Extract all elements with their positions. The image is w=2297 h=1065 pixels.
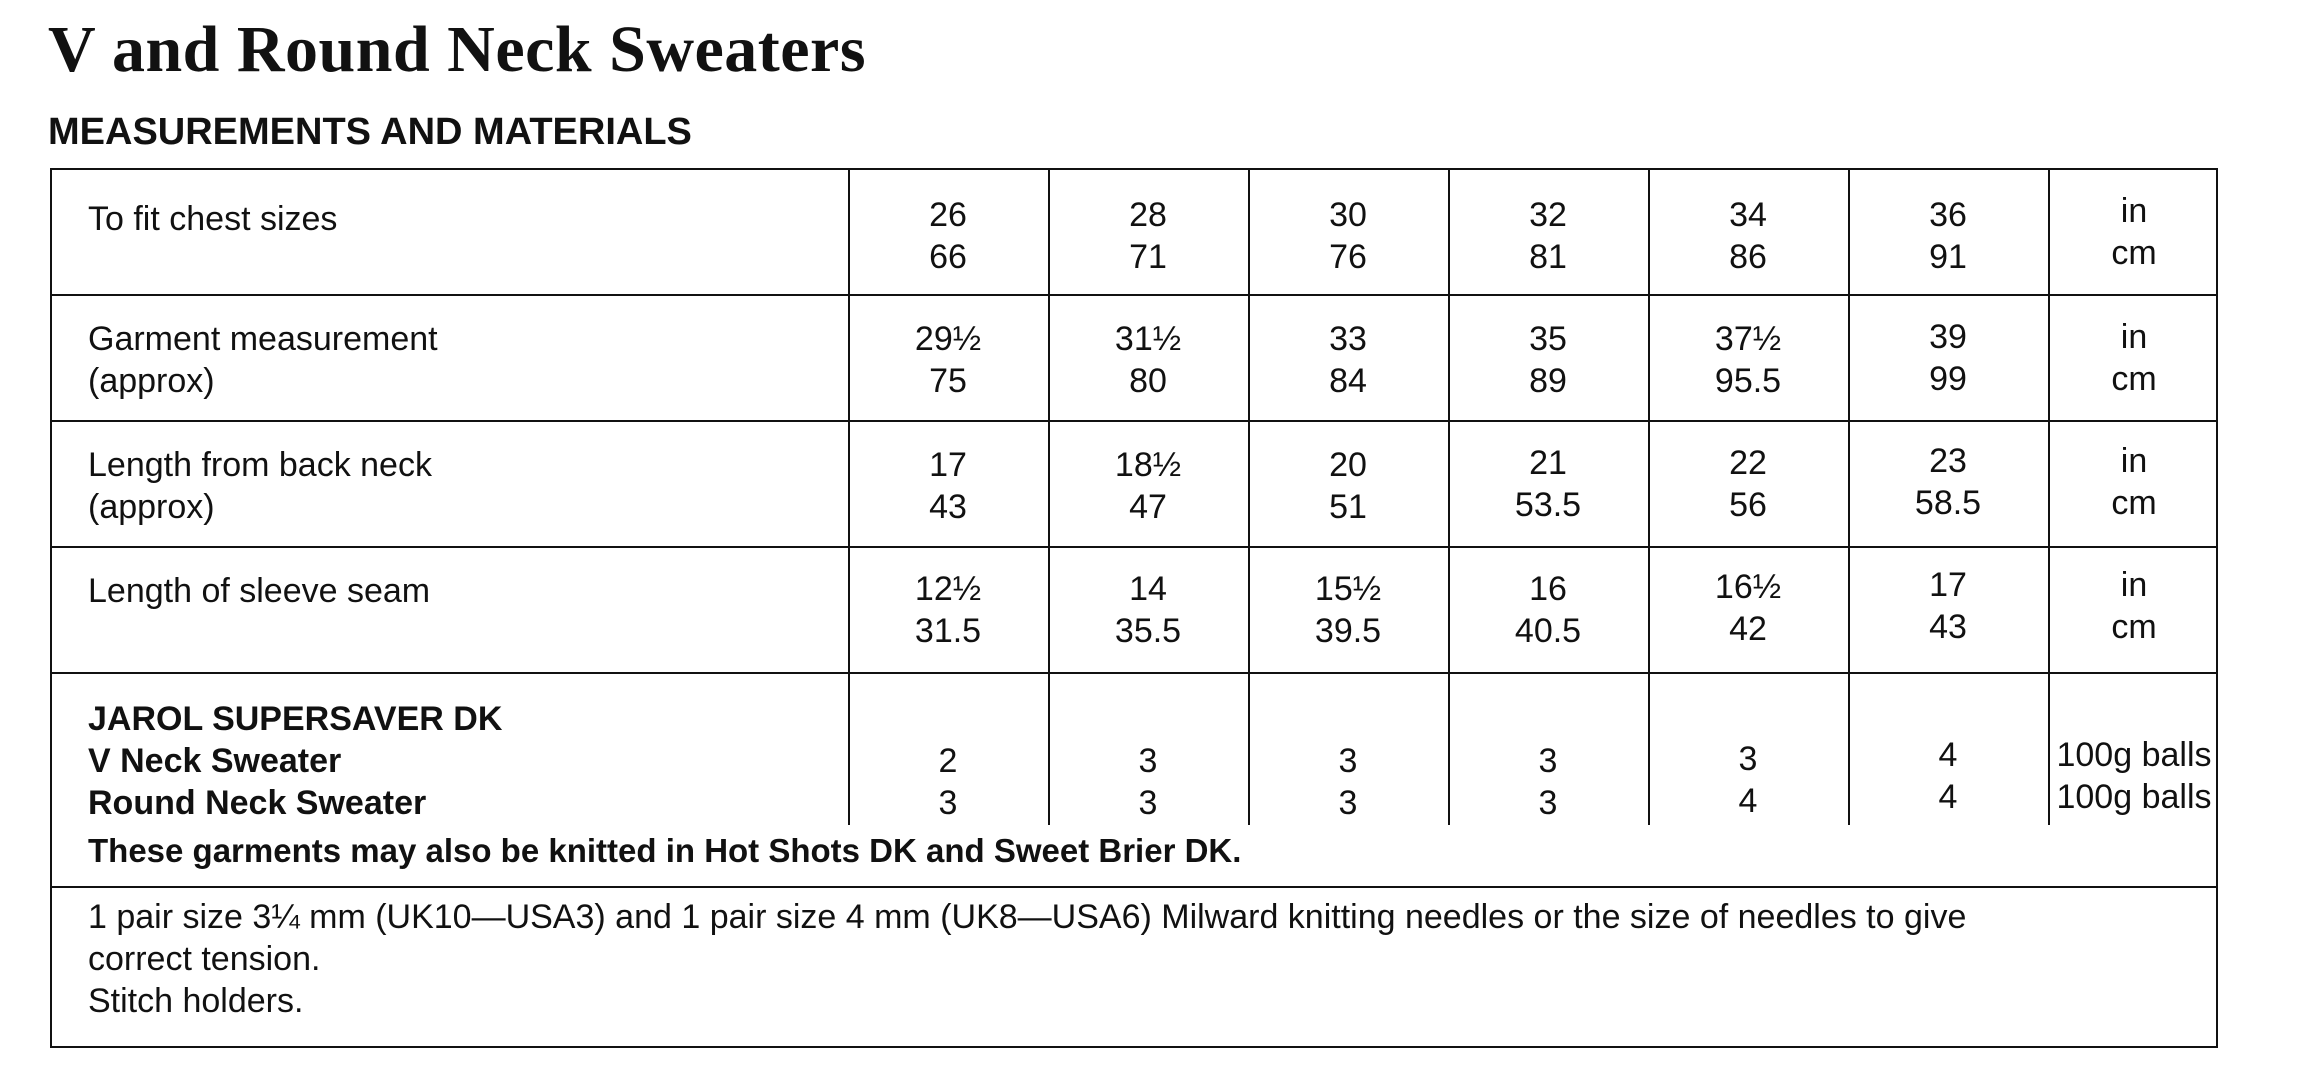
materials-line: correct tension. [88, 940, 321, 978]
table-cell: 31½ 80 [1114, 320, 1182, 400]
table-cell: 32 81 [1529, 196, 1567, 276]
row-divider [52, 420, 2216, 422]
label-line: Garment measurement [88, 320, 438, 358]
label-line: (approx) [88, 362, 215, 400]
page-title: V and Round Neck Sweaters [48, 13, 867, 86]
table-cell: 17 43 [1929, 566, 1967, 646]
v-neck-label: V Neck Sweater [88, 742, 342, 780]
label-line: Length of sleeve seam [88, 572, 431, 610]
materials-line: 1 pair size 3¼ mm (UK10—USA3) and 1 pair size 4 mm (UK8—USA6) Milward knitting needles or the size of needles to give [88, 898, 1967, 936]
table-cell: 3 4 [1738, 740, 1758, 820]
label-line: (approx) [88, 488, 215, 526]
unit-cell: in cm [2111, 442, 2157, 522]
table-cell: 18½ 47 [1114, 446, 1182, 526]
table-cell: 35 89 [1529, 320, 1567, 400]
row-divider [52, 672, 2216, 674]
yarn-note: These garments may also be knitted in Hot Shots DK and Sweet Brier DK. [88, 832, 1242, 869]
table-cell: 30 76 [1329, 196, 1367, 276]
table-cell: 37½ 95.5 [1714, 320, 1782, 400]
row-divider [52, 886, 2216, 888]
row-label-sleeve [88, 570, 430, 612]
table-cell: 26 66 [929, 196, 967, 276]
unit-cell: 100g balls 100g balls [2056, 736, 2212, 816]
table-cell: 21 53.5 [1514, 444, 1582, 524]
row-label-chest [88, 198, 337, 240]
yarn-label [88, 698, 502, 824]
table-cell: 39 99 [1929, 318, 1967, 398]
table-cell: 15½ 39.5 [1314, 570, 1382, 650]
table-cell: 23 58.5 [1914, 442, 1982, 522]
row-divider [52, 294, 2216, 296]
materials-line: Stitch holders. [88, 982, 304, 1020]
row-divider [52, 546, 2216, 548]
round-neck-label: Round Neck Sweater [88, 784, 427, 822]
table-cell: 3 3 [1338, 742, 1358, 822]
table-cell: 14 35.5 [1114, 570, 1182, 650]
unit-cell: in cm [2111, 318, 2157, 398]
table-cell: 28 71 [1129, 196, 1167, 276]
table-cell: 34 86 [1729, 196, 1767, 276]
materials-text [88, 896, 2178, 1022]
measurements-table [50, 168, 2218, 1048]
table-cell: 4 4 [1938, 736, 1958, 816]
table-cell: 3 3 [1138, 742, 1158, 822]
label-line: Length from back neck [88, 446, 432, 484]
table-cell: 33 84 [1329, 320, 1367, 400]
table-cell: 20 51 [1329, 446, 1367, 526]
table-cell: 17 43 [929, 446, 967, 526]
table-cell: 16 40.5 [1514, 570, 1582, 650]
table-cell: 3 3 [1538, 742, 1558, 822]
unit-cell: in cm [2111, 566, 2157, 646]
yarn-brand: JAROL SUPERSAVER DK [88, 700, 503, 738]
label-line: To fit chest sizes [88, 200, 338, 238]
table-cell: 2 3 [938, 742, 958, 822]
section-heading: MEASUREMENTS AND MATERIALS [48, 111, 692, 153]
table-cell: 22 56 [1729, 444, 1767, 524]
table-cell: 12½ 31.5 [914, 570, 982, 650]
row-label-garment [88, 318, 438, 402]
unit-cell: in cm [2111, 192, 2157, 272]
table-cell: 16½ 42 [1714, 568, 1782, 648]
table-cell: 29½ 75 [914, 320, 982, 400]
table-cell: 36 91 [1929, 196, 1967, 276]
row-label-length [88, 444, 432, 528]
